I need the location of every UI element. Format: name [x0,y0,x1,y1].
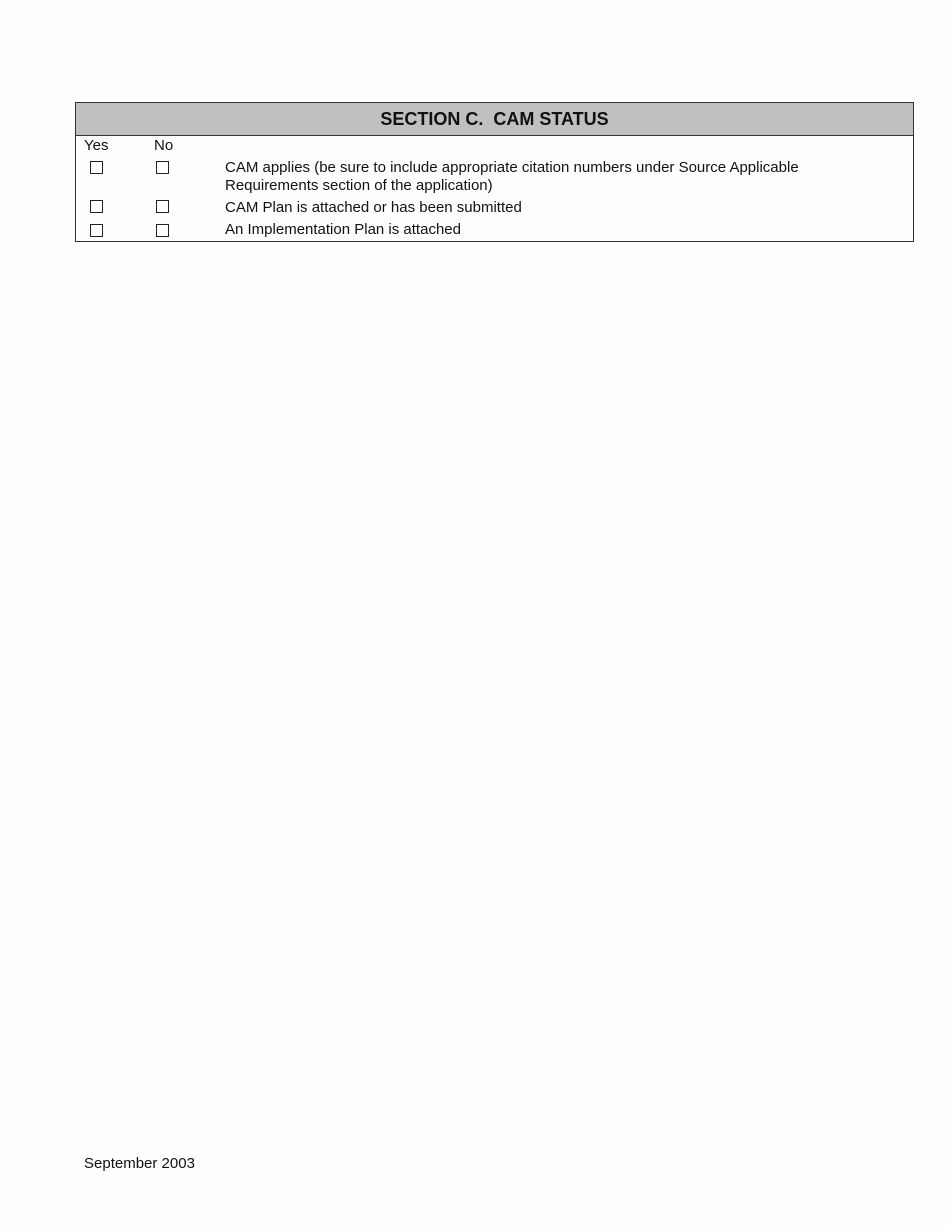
cam-applies-yes-checkbox[interactable] [90,161,103,174]
status-row-cam-plan [76,197,913,221]
cam-applies-label: CAM applies (be sure to include appropriate citation numbers under Source Applicable Requirements section of the application) [225,159,799,194]
implementation-plan-yes-checkbox[interactable] [90,224,103,237]
cam-plan-yes-checkbox[interactable] [90,200,103,213]
implementation-plan-no-checkbox[interactable] [156,224,169,237]
footer-date: September 2003 [84,1155,195,1172]
cam-status-section [75,102,914,242]
implementation-plan-label: An Implementation Plan is attached [225,221,461,238]
section-title: SECTION C. CAM STATUS [76,103,913,136]
status-row-cam-applies [76,156,913,197]
cam-plan-label: CAM Plan is attached or has been submitted [225,199,522,216]
cam-plan-no-checkbox[interactable] [156,200,169,213]
no-column-header: No [154,137,174,154]
column-headers [76,136,913,156]
cam-applies-no-checkbox[interactable] [156,161,169,174]
status-row-implementation-plan [76,221,913,241]
yes-column-header: Yes [84,137,109,154]
